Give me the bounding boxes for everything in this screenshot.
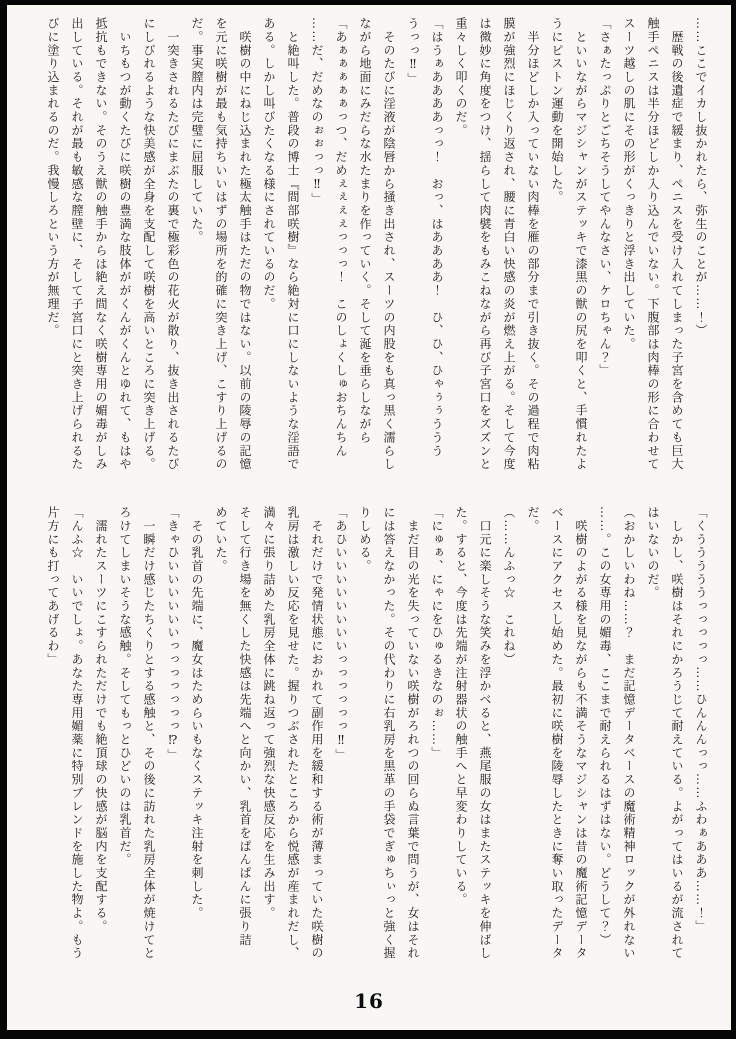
text-column: 濡れたスーツにこすられただけでも絶頂球の快感が脳内を支配する。 xyxy=(94,506,108,934)
text-column: 「さぁたっぷりとごちそうしてやんなさい、ケロちゃん？」 xyxy=(598,17,612,378)
text-column: そして行き場を無くした快感は先端へと向かい、乳首をぱんぱんに張り詰 xyxy=(238,506,252,947)
text-column: そのたびに淫液が陰唇から掻き出され、スーツの内股をも真っ黒く濡らし xyxy=(382,17,396,471)
text-column: それだけで発情状態におかれて副作用を緩和する術が薄まっていた咲樹の xyxy=(310,506,324,960)
text-column: といいながらマジシャンがステッキで漆黒の獣の尻を叩くと、手慣れたよ xyxy=(574,17,588,471)
text-column: （おかしいわね……？ まだ記憶データベースの魔術精神ロックが外れない xyxy=(622,506,636,960)
text-column: まだ目の光を失っていない咲樹がろれつの回らぬ言葉で問うが、女はそれ xyxy=(406,506,420,960)
text-column: 一瞬だけ感じたちくりとする感触と、その後に訪れた乳房全体が焼けてと xyxy=(142,506,156,960)
text-column: だ。事実膣内は完璧に屈服していた。 xyxy=(190,17,204,244)
text-column: 満々に張り詰めた乳房全体に跳ね返って強烈な快感反応を生み出す。 xyxy=(262,506,276,920)
text-column: いちもつが動くたびに咲樹の豊満な肢体ががくんがくんとゆれて、もはや xyxy=(118,17,132,471)
page-number: 16 xyxy=(354,989,384,1013)
text-column: 乳房は激しい反応を見せた。握りつぶされたところから悦感が産まれだし、 xyxy=(286,506,300,960)
text-column: 重々しく叩くのだ。 xyxy=(454,17,468,138)
text-block-bottom xyxy=(35,506,713,970)
text-column: ……。この女専用の媚毒、ここまで耐えられるはずはない。どうして？） xyxy=(598,506,612,947)
text-column: と絶叫した。普段の博士『間部咲樹』なら絶対に口にしないような淫語で xyxy=(286,17,300,471)
text-column: 「きゃひいいいいいいっっっっっっっ⁉」 xyxy=(166,506,180,762)
text-column: ある。しかし叫びたくなる様にされているのだ。 xyxy=(262,17,276,311)
text-column: 咲樹のよがる様を見ながらも不満そうなマジシャンは昔の魔術記憶データ xyxy=(574,506,588,960)
text-column: ベースにアクセスし始めた。最初に咲樹を陵辱したときに奪い取ったデータ xyxy=(550,506,564,960)
text-column: 「くうううううっっっっっ……ひんんんっっ……ふわぁあああ……！」 xyxy=(694,506,708,934)
text-column: ろけてしまいそうな感触。そしてもっとひどいのは乳首だ。 xyxy=(118,506,132,867)
text-block-top xyxy=(35,17,713,495)
text-column: スーツ越しの肌にその形がくっきりと浮き出していた。 xyxy=(622,17,636,351)
text-column: には答えなかった。その代わりに右乳房を黒革の手袋でぎゅちぃっと強く握 xyxy=(382,506,396,960)
text-column: りしめる。 xyxy=(358,506,372,573)
text-column: （……んふっ☆ これね） xyxy=(502,506,516,667)
text-column: 「あぁぁぁぁぁっつ、だめぇぇぇぇっっっ！ このしょくしゅおちんちん xyxy=(334,17,348,458)
text-column: 「はうぁああああっっ！ おっ、はああああ！ ひ、ひ、ひゃぅぅううう xyxy=(430,17,444,458)
text-column: びに塗り込まれるのだ。我慢しろという方が無理だ。 xyxy=(46,17,60,338)
text-column: ……だ、だめなのぉぉっっ‼」 xyxy=(310,17,324,206)
text-column: 「あひいいいいいいいいっっっっっっ‼」 xyxy=(334,506,348,762)
text-column: その乳首の先端に、魔女はためらいもなくステッキ注射を刺した。 xyxy=(190,506,204,920)
text-column: しかし、咲樹はそれにかろうじて耐えている。よがってはいるが流されて xyxy=(670,506,684,960)
text-column: 一突きされるたびにまぶたの裏で極彩色の花火が散り、抜き出されるたび xyxy=(166,17,180,471)
text-column: うにピストン運動を開始した。 xyxy=(550,17,564,204)
text-column: 片方にも打ってあげるわ」 xyxy=(46,506,60,667)
text-column: 出している。それが最も敏感な膣壁に、そして子宮口にと突き上げられるた xyxy=(70,17,84,471)
text-column: 触手ペニスは半分ほどしか入り込んでいない。下腹部は肉棒の形に合わせて xyxy=(646,17,660,471)
text-column: うっっ‼」 xyxy=(406,17,420,86)
text-column: は微妙に角度をつけ、揺らして肉襞をもみこねながら再び子宮口をズズンと xyxy=(478,17,492,471)
text-column: 抵抗もできない。そのうえ獣の触手からは絶え間なく咲樹専用の媚毒がしみ xyxy=(94,17,108,471)
text-column: めていた。 xyxy=(214,506,228,573)
text-column: 半分ほどしか入っていない肉棒を雁の部分まで引き抜く。その過程で肉粘 xyxy=(526,17,540,471)
text-column: 歴戦の後遺症で緩まり、ペニスを受け入れてしまった子宮を含めても巨大 xyxy=(670,17,684,471)
text-column: 膜が強烈にほじくり返され、腰に青白い快感の炎が燃え上がる。そして今度 xyxy=(502,17,516,471)
text-column: 「にゅぁ、にゃにをひゅるきなのぉ……」 xyxy=(430,506,444,760)
text-column: 口元に楽しそうな笑みを浮かべると、燕尾服の女はまたステッキを伸ばし xyxy=(478,506,492,960)
text-column: 咲樹の中にねじ込まれた極太触手はただの物ではない。以前の陵辱の記憶 xyxy=(238,17,252,471)
text-column: た。すると、今度は先端が注射器状の触手へと早変わりしている。 xyxy=(454,506,468,907)
text-column: にしびれるような快美感が全身を支配して咲樹を高いところに突き上げる。 xyxy=(142,17,156,471)
text-column: ながら地面にみだらな水たまりを作っていく。そして涎を垂らしながら xyxy=(358,17,372,445)
text-column: を元に咲樹が最も気持ちいいはずの場所を的確に突き上げ、こすり上げるの xyxy=(214,17,228,471)
text-column: だ。 xyxy=(526,506,540,533)
text-column: 「んふ☆ いいでしょ。あなた専用媚薬に特別ブレンドを施した物よ。もう xyxy=(70,506,84,960)
text-column: ……ここでイカし抜かれたら、弥生のことが……！） xyxy=(694,17,708,338)
text-column: はいないのだ。 xyxy=(646,506,660,600)
